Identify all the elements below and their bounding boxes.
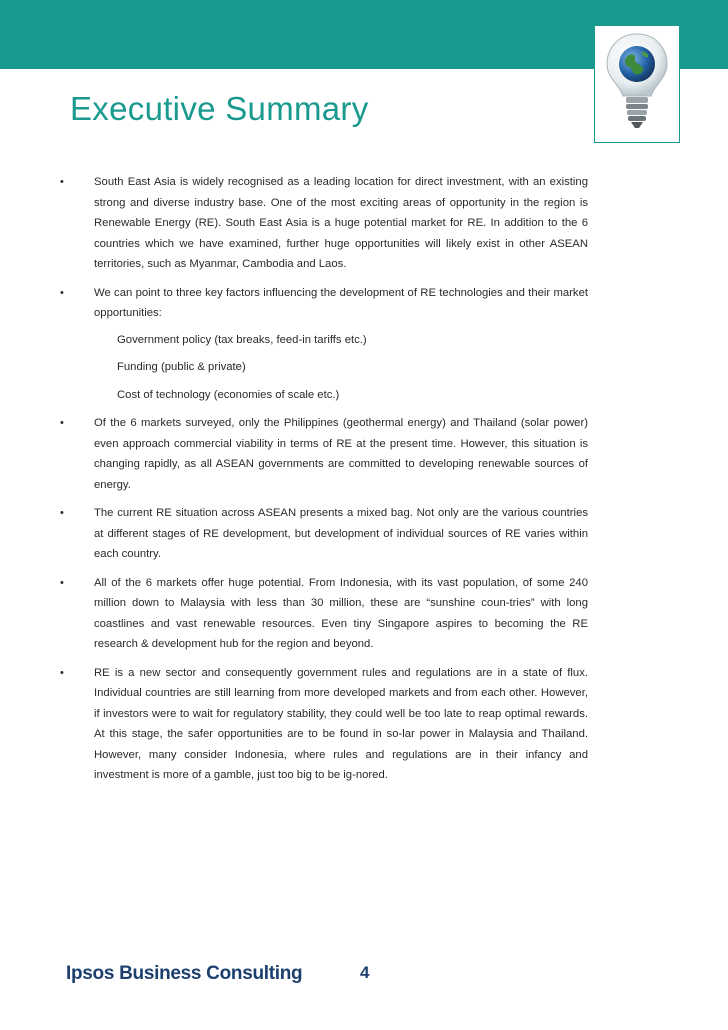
- bullet-list: [60, 172, 588, 786]
- factor-list: [94, 330, 588, 406]
- bullet-icon: •: [60, 176, 64, 188]
- factor-item: Cost of technology (economies of scale etc.): [117, 388, 340, 401]
- list-item: [60, 413, 588, 495]
- bullet-text: South East Asia is widely recognised as a leading location for direct investment, with an existing strong and diverse industry base. One of the most exciting areas of opportunity in the region is Renewable Energy (RE). South East Asia is a huge potential market for RE. In addition to the 6 countries which we have examined, further huge opportunities will likely exist in other ASEAN territories, such as Myanmar, Cambodia and Laos.: [94, 176, 588, 270]
- bullet-text: The current RE situation across ASEAN presents a mixed bag. Not only are the various countries at different stages of RE development, but development of individual sources of RE varies within each country.: [94, 507, 588, 560]
- list-item: [60, 663, 588, 786]
- bullet-icon: •: [60, 286, 64, 299]
- footer-brand: Ipsos Business Consulting: [66, 963, 303, 984]
- list-item: [60, 172, 588, 275]
- bullet-text: RE is a new sector and consequently government rules and regulations are in a state of flux. Individual countries are still learning from more developed markets and from each other. However, if investors were to wait for regulatory stability, they could well be too late to reap optimal rewards. At this stage, the safer opportunities are to be found in so-lar power in Malaysia and Thailand. However, many consider Indonesia, where rules and regulations are in their infancy and investment is more of a gamble, just too big to be ig-nored.: [94, 666, 588, 781]
- bullet-text: We can point to three key factors influencing the development of RE technologies and their market opportunities:: [94, 286, 588, 319]
- bullet-text: Of the 6 markets surveyed, only the Philippines (geothermal energy) and Thailand (solar power) even approach commercial viability in terms of RE at the present time. However, this situation is changing rapidly, as all ASEAN governments are committed to developing renewable sources of energy.: [94, 417, 588, 491]
- lightbulb-globe-icon: [599, 28, 675, 138]
- bullet-text: All of the 6 markets offer huge potential. From Indonesia, with its vast population, of some 240 million down to Malaysia with less than 30 million, these are “sunshine coun-tries” with long coastlines and vast renewable resources. Even tiny Singapore aspires to becoming the RE research & development hub for the region and beyond.: [94, 576, 588, 650]
- bullet-icon: •: [60, 507, 64, 519]
- bullet-icon: •: [60, 576, 64, 589]
- list-item: [60, 573, 588, 655]
- list-item: [60, 283, 588, 406]
- page-number: 4: [360, 963, 370, 982]
- logo-box: [594, 25, 680, 143]
- bullet-icon: •: [60, 417, 64, 429]
- list-item: [60, 503, 588, 565]
- factor-item: Funding (public & private): [117, 361, 246, 373]
- bullet-icon: •: [60, 666, 64, 679]
- factor-item: Government policy (tax breaks, feed-in tariffs etc.): [117, 333, 367, 346]
- page-title: Executive Summary: [70, 90, 369, 127]
- summary-content: [60, 172, 588, 794]
